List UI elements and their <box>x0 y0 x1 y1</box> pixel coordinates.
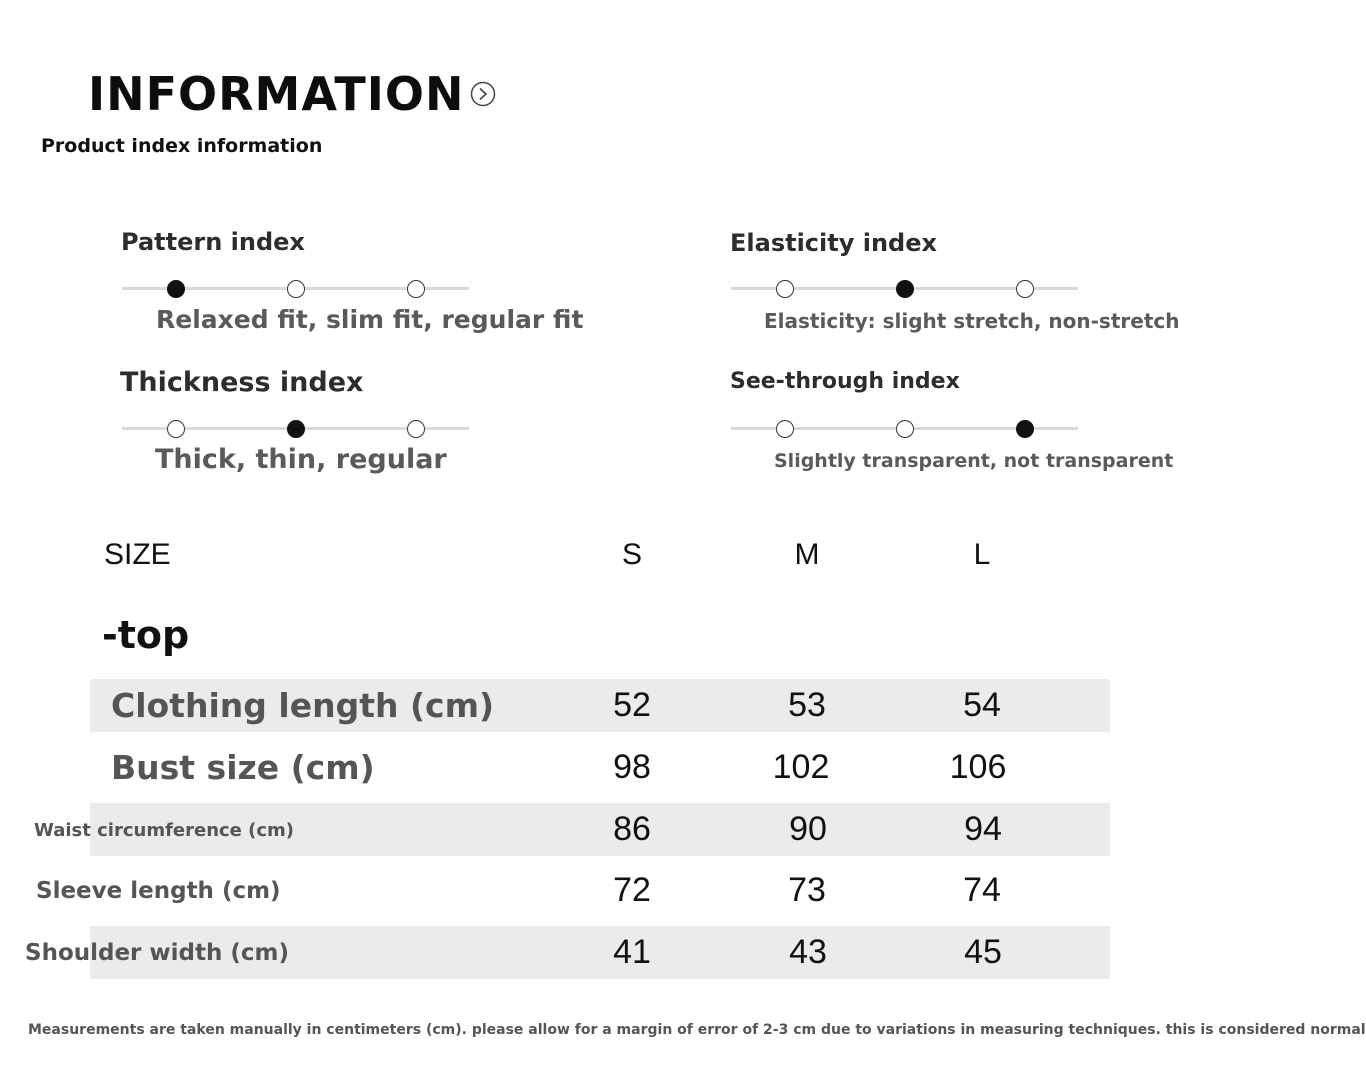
table-cell: 43 <box>789 933 827 971</box>
elasticity-index-dot-2 <box>896 280 914 298</box>
size-header: SIZE <box>104 538 171 571</box>
see-through-index-dot-1 <box>776 420 794 438</box>
thickness-index-dot-3 <box>407 420 425 438</box>
size-col-s: S <box>621 538 642 571</box>
pattern-index-dot-2 <box>287 280 305 298</box>
elasticity-index-dot-3 <box>1016 280 1034 298</box>
table-cell: 72 <box>613 871 651 909</box>
row-label-clothing-length: Clothing length (cm) <box>111 686 495 725</box>
elasticity-index-title: Elasticity index <box>730 229 937 257</box>
thickness-index-dot-1 <box>167 420 185 438</box>
see-through-index-title: See-through index <box>730 369 960 394</box>
table-cell: 102 <box>772 748 830 786</box>
row-label-shoulder-width: Shoulder width (cm) <box>25 940 290 966</box>
row-label-sleeve-length: Sleeve length (cm) <box>36 878 281 904</box>
table-cell: 86 <box>613 810 651 848</box>
table-cell: 45 <box>964 933 1002 971</box>
section-label-top: -top <box>102 613 190 657</box>
pattern-index-title: Pattern index <box>121 228 305 256</box>
measurement-note: Measurements are taken manually in centimeters (cm). please allow for a margin of error of 2-3 cm due to variations in measuring techniques. this is considered normal <box>28 1022 1366 1038</box>
size-col-m: M <box>794 538 820 571</box>
elasticity-index-description: Elasticity: slight stretch, non-stretch <box>764 309 1180 333</box>
see-through-index-dot-3 <box>1016 420 1034 438</box>
see-through-index-dot-2 <box>896 420 914 438</box>
table-cell: 54 <box>963 686 1001 724</box>
thickness-index-description: Thick, thin, regular <box>155 444 447 475</box>
size-col-l: L <box>973 538 991 571</box>
pattern-index-dot-3 <box>407 280 425 298</box>
table-cell: 90 <box>789 810 827 848</box>
table-cell: 74 <box>963 871 1001 909</box>
pattern-index-dot-1 <box>167 280 185 298</box>
elasticity-index-dot-1 <box>776 280 794 298</box>
row-label-bust-size: Bust size (cm) <box>111 748 375 787</box>
table-cell: 94 <box>964 810 1002 848</box>
table-cell: 53 <box>788 686 826 724</box>
pattern-index-description: Relaxed fit, slim fit, regular fit <box>156 305 584 334</box>
table-cell: 73 <box>788 871 826 909</box>
table-cell: 98 <box>613 748 651 786</box>
table-cell: 41 <box>613 933 651 971</box>
table-cell: 106 <box>949 748 1007 786</box>
thickness-index-dot-2 <box>287 420 305 438</box>
row-label-waist: Waist circumference (cm) <box>34 820 295 841</box>
see-through-index-description: Slightly transparent, not transparent <box>774 450 1174 472</box>
page-subtitle: Product index information <box>41 135 323 157</box>
circle-chevron-right-icon <box>470 81 496 107</box>
table-cell: 52 <box>613 686 651 724</box>
thickness-index-title: Thickness index <box>120 367 364 398</box>
page-title: INFORMATION <box>88 67 465 121</box>
